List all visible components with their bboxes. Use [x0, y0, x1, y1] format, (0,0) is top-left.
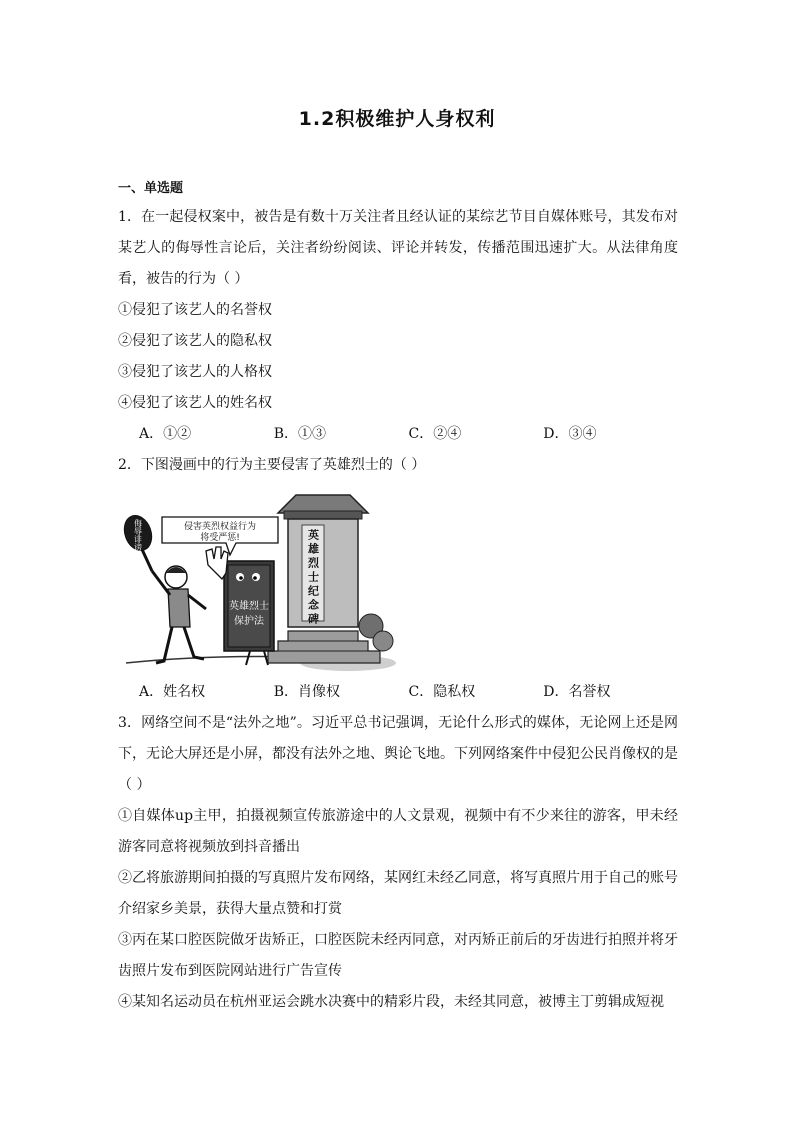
option-d: D．③④	[543, 426, 597, 442]
question-2	[118, 450, 678, 708]
law-book	[206, 547, 274, 665]
statement-item: ②侵犯了该艺人的隐私权	[118, 333, 272, 349]
document-body	[118, 176, 678, 1018]
speech-line2: 将受严惩!	[200, 533, 240, 543]
statement-item: ③丙在某口腔医院做牙齿矫正，口腔医院未经丙同意，对丙矫正前后的牙齿进行拍照并将牙齿照片发布到医院网站进行广告宣传	[118, 932, 678, 979]
question-stem: 1．在一起侵权案中，被告是有数十万关注者且经认证的某综艺节目自媒体账号，其发布对某艺人的侮辱性言论后，关注者纷纷阅读、评论并转发，传播范围迅速扩大。从法律角度看，被告的行为（ ）	[118, 209, 678, 287]
book-title-line1: 英雄烈士	[229, 601, 269, 612]
book-title-line2: 保护法	[234, 616, 264, 627]
question-1	[118, 202, 678, 450]
speech-line1: 侵害英烈权益行为	[183, 522, 257, 532]
option-a: A．①②	[139, 426, 192, 442]
option-d: D．名誉权	[543, 684, 611, 700]
option-c: C．②④	[408, 426, 462, 442]
question-stem: 3．网络空间不是“法外之地”。习近平总书记强调，无论什么形式的媒体，无论网上还是网下，无论大屏还是小屏，都没有法外之地、舆论飞地。下列网络案件中侵犯公民肖像权的是（ ）	[118, 715, 678, 793]
option-a: A．姓名权	[139, 684, 206, 700]
option-c: C．隐私权	[408, 684, 476, 700]
statement-item: ①自媒体up主甲，拍摄视频宣传旅游途中的人文景观，视频中有不少来往的游客，甲未经游客同意将视频放到抖音播出	[118, 808, 678, 855]
section-title: 一、单选题	[118, 181, 184, 196]
statement-item: ②乙将旅游期间拍摄的写真照片发布网络，某网红未经乙同意，将写真照片用于自己的账号介绍家乡美景，获得大量点赞和打赏	[118, 870, 678, 917]
statement-item: ④侵犯了该艺人的姓名权	[118, 395, 272, 411]
cartoon-illustration	[118, 481, 398, 677]
question-3	[118, 708, 678, 1018]
monument	[268, 495, 393, 663]
answer-options	[118, 419, 678, 450]
page-title: 1.2积极维护人身权利	[298, 108, 496, 130]
statement-item: ③侵犯了该艺人的人格权	[118, 364, 272, 380]
monument-inscription: 英雄烈士纪念碑	[306, 529, 320, 627]
statement-item: ④某知名运动员在杭州亚运会跳水决赛中的精彩片段，未经其同意，被博主丁剪辑成短视	[118, 994, 664, 1010]
option-b: B．肖像权	[273, 684, 341, 700]
option-b: B．①③	[273, 426, 327, 442]
statement-item: ①侵犯了该艺人的名誉权	[118, 302, 272, 318]
insult-sign: 侮辱诽谤	[133, 519, 143, 551]
question-stem: 2．下图漫画中的行为主要侵害了英雄烈士的（ ）	[118, 457, 426, 473]
answer-options	[118, 677, 678, 708]
cartoon-figure	[118, 481, 678, 677]
